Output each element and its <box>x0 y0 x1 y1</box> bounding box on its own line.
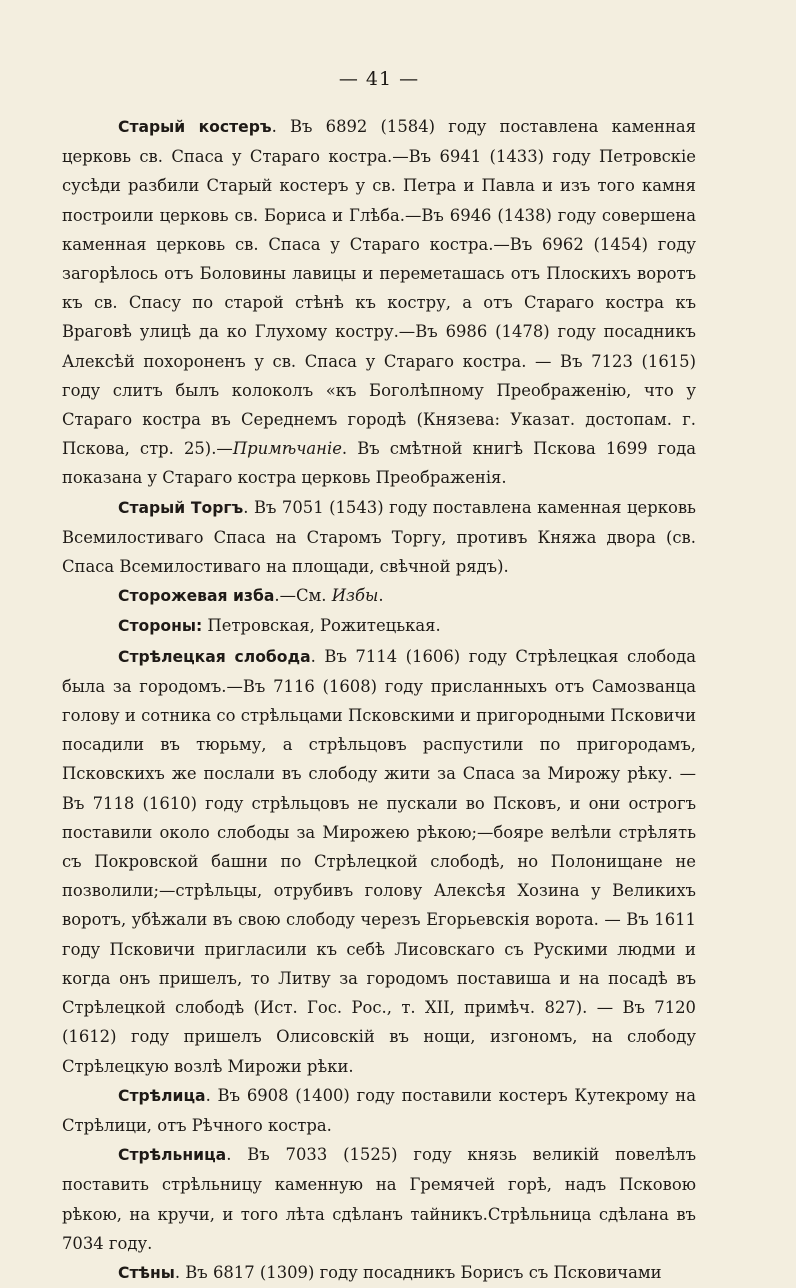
entry-text: . Въ 7033 (1525) году князь великій повелѣлъ поставить стрѣльницу каменную на Гремячей горѣ, надъ Псковою рѣкою, на кручи, и того лѣта сдѣланъ тайникъ.Стрѣльница сдѣлана въ 7034 году. <box>62 1145 696 1253</box>
entry-heading: Стѣны <box>118 1263 175 1282</box>
entry-text: . Въ 6908 (1400) году поставили костеръ Кутекрому на Стрѣлици, отъ Рѣчного костра. <box>62 1085 696 1135</box>
entry-paragraph <box>62 493 696 582</box>
entry-text: . Въ 6892 (1584) году поставлена каменная церковь св. Спаса у Стараго костра.—Въ 6941 (1433) году Петровскіе сусѣди разбили Старый костеръ у св. Петра и Павла и изъ того камня построили церковь св. Бориса и Глѣба.—Въ 6946 (1438) году совершена каменная церковь св. Спаса у Стараго костра.—Въ 6962 (1454) году загорѣлось отъ Боловины лавицы и переметашась отъ Плоскихъ воротъ къ св. Спасу по старой стѣнѣ къ костру, а отъ Стараго костра къ Враговѣ улицѣ да ко Глухому костру.—Въ 6986 (1478) году посадникъ Алексѣй похороненъ у св. Спаса у Стараго костра. — Въ 7123 (1615) году слитъ былъ колоколъ «къ Боголѣпному Преображенію, что у Стараго костра въ Середнемъ городѣ (Князева: Указат. достопам. г. Пскова, стр. 25).— <box>62 117 696 459</box>
entry-heading: Стороны: <box>118 617 203 636</box>
entry-heading: Стрѣльница <box>118 1146 227 1165</box>
entry-paragraph <box>62 1140 696 1258</box>
entry-heading: Старый Торгъ <box>118 498 244 517</box>
entry-paragraph <box>62 642 696 1081</box>
entry-text: . Въ 7051 (1543) году поставлена каменная церковь Всемилостиваго Спаса на Старомъ Торгу, противъ Княжа двора (св. Спаса Всемилостиваго на площади, свѣчной рядъ). <box>62 497 696 577</box>
entry-text: . <box>378 586 384 606</box>
entry-heading: Стрѣлецкая слобода <box>118 647 311 666</box>
entry-text: . Въ смѣтной книгѣ Пскова 1699 года показана у Стараго костра церковь Преображенія. <box>62 439 696 488</box>
entries-list <box>62 112 696 1288</box>
entry-heading: Стрѣлица <box>118 1086 206 1105</box>
entry-paragraph <box>62 1081 696 1140</box>
book-page <box>62 60 697 1282</box>
entry-italic-text: Примѣчаніе <box>232 439 342 459</box>
entry-paragraph <box>62 1258 696 1288</box>
entry-paragraph <box>62 112 696 493</box>
entry-text: Петровская, Рожитецькая. <box>202 616 441 636</box>
entry-text: .—См. <box>274 586 332 606</box>
entry-text: . Въ 6817 (1309) году посадникъ Борисъ съ Псковичами <box>174 1262 662 1282</box>
entry-text: . Въ 7114 (1606) году Стрѣлецкая слобода была за городомъ.—Въ 7116 (1608) году присланныхъ отъ Самозванца голову и сотника со стрѣльцами Псковскими и пригородными Псковичи посадили въ тюрьму, а стрѣльцовъ распустили по пригородамъ, Псковскихъ же послали въ слободу жити за Спаса за Мирожу рѣку. — Въ 7118 (1610) году стрѣльцовъ не пускали во Псковъ, и они острогъ поставили около слободы за Мирожею рѣкою;—бояре велѣли стрѣлять съ Покровской башни по Стрѣлецкой слободѣ, но Полонищане не позволили;—стрѣльцы, отрубивъ голову Алексѣя Хозина у Великихъ воротъ, убѣжали въ свою слободу черезъ Егорьевскія ворота. — Въ 1611 году Псковичи пригласили къ себѣ Лисовскаго съ Рускими людми и когда онъ пришелъ, то Литву за городомъ поставиша и на посадѣ въ Стрѣлецкой слободѣ (Ист. Гос. Рос., т. XII, примѣч. 827). — Въ 7120 (1612) году пришелъ Олисовскій въ нощи, изгономъ, на слободу Стрѣлецкую возлѣ Мирожи рѣки. <box>62 646 697 1076</box>
entry-paragraph <box>62 581 696 611</box>
entry-heading: Сторожевая изба <box>118 587 275 606</box>
entry-paragraph <box>62 611 696 641</box>
entry-italic-text: Избы <box>331 586 379 606</box>
entry-heading: Старый костеръ <box>118 118 272 136</box>
page-number: — 41 — <box>338 68 420 90</box>
